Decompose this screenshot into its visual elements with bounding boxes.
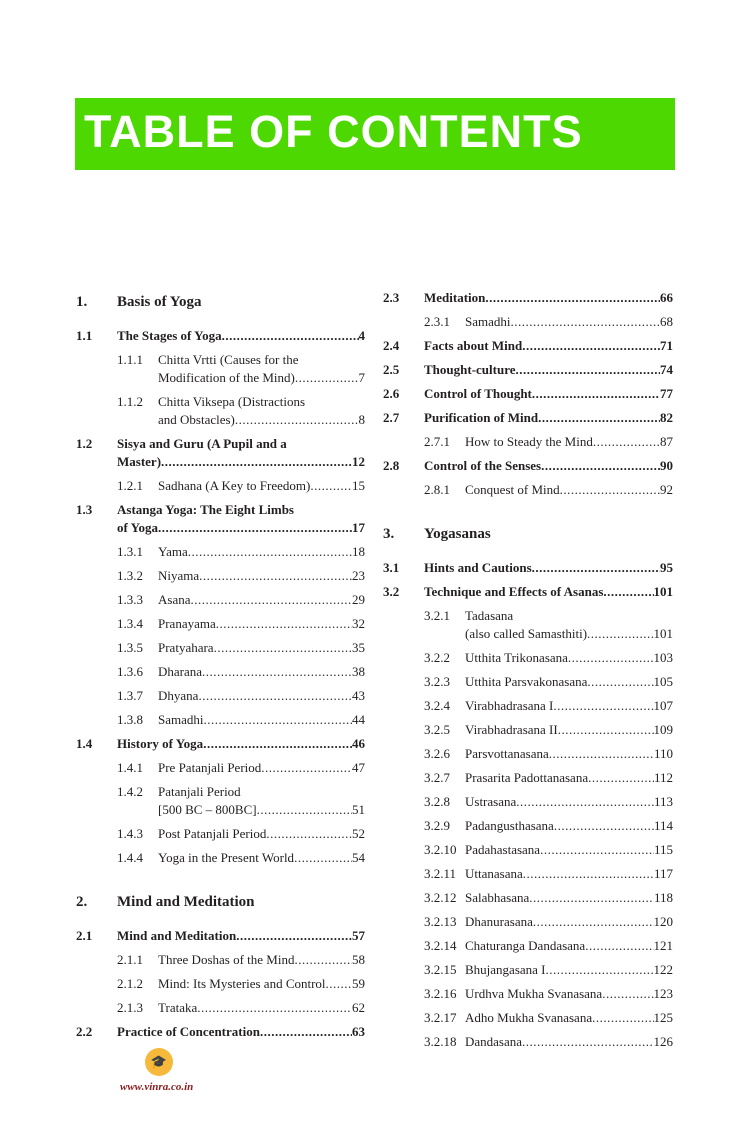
page-number: 71 — [660, 338, 673, 353]
toc-entry[interactable] — [76, 759, 365, 777]
entry-number: 2.4 — [383, 338, 400, 353]
entry-number: 2.1.2 — [117, 976, 143, 991]
dot-leader — [592, 1009, 653, 1027]
page-number: 114 — [653, 818, 673, 833]
entry-number: 3.2.15 — [424, 962, 457, 977]
toc-entry[interactable] — [76, 435, 365, 471]
entry-title: Chitta Vrtti (Causes for the — [158, 352, 299, 367]
page-number: 29 — [352, 592, 365, 607]
dot-leader — [540, 841, 654, 859]
entry-number: 3.2.2 — [424, 650, 450, 665]
toc-entry[interactable] — [76, 663, 365, 681]
dot-leader — [529, 889, 654, 907]
page-number: 7 — [358, 370, 365, 385]
page-number: 115 — [653, 842, 673, 857]
entry-number: 3.2.13 — [424, 914, 457, 929]
page-number: 15 — [352, 478, 365, 493]
entry-title: of Yoga — [117, 520, 159, 535]
dot-leader — [523, 865, 654, 883]
entry-number: 3.2.12 — [424, 890, 457, 905]
page-number: 90 — [660, 458, 673, 473]
entry-title: Virabhadrasana I — [465, 698, 554, 713]
entry-title: Pranayama — [158, 616, 216, 631]
page-number: 54 — [352, 850, 365, 865]
entry-title: Practice of Concentration — [117, 1024, 260, 1039]
dot-leader — [326, 975, 352, 993]
toc-entry[interactable] — [76, 567, 365, 585]
toc-entry[interactable] — [76, 849, 365, 867]
entry-title: Technique and Effects of Asanas — [424, 584, 604, 599]
entry-title: Yogasanas — [424, 526, 491, 542]
dot-leader — [260, 1023, 352, 1041]
toc-entry[interactable] — [383, 1009, 673, 1027]
dot-leader — [587, 673, 653, 691]
page-number: 18 — [352, 544, 365, 559]
toc-entry[interactable] — [383, 289, 673, 307]
page-number: 47 — [352, 760, 365, 775]
toc-entry[interactable] — [76, 615, 365, 633]
entry-number: 3.2.9 — [424, 818, 450, 833]
entry-title: Basis of Yoga — [117, 294, 202, 310]
entry-number: 1.2.1 — [117, 478, 143, 493]
entry-number: 3.2.10 — [424, 842, 457, 857]
entry-title: Trataka — [158, 1000, 198, 1015]
entry-title: Bhujangasana I — [465, 962, 546, 977]
page-number: 68 — [660, 314, 673, 329]
entry-title: Chaturanga Dandasana — [465, 938, 586, 953]
entry-number: 1. — [76, 294, 88, 310]
page-number: 59 — [352, 976, 365, 991]
toc-column-left — [76, 289, 365, 1047]
entry-title: Dhanurasana — [465, 914, 533, 929]
dot-leader — [257, 801, 352, 819]
entry-number: 2.7.1 — [424, 434, 450, 449]
entry-title: Hints and Cautions — [424, 560, 532, 575]
entry-number: 2.1.1 — [117, 952, 143, 967]
entry-title: Niyama — [158, 568, 200, 583]
dot-leader — [214, 639, 352, 657]
page-number: 4 — [358, 328, 365, 343]
entry-number: 1.1 — [76, 328, 93, 343]
entry-title: Three Doshas of the Mind — [158, 952, 295, 967]
entry-title: Urdhva Mukha Svanasana — [465, 986, 603, 1001]
entry-number: 1.3.1 — [117, 544, 143, 559]
toc-entry[interactable] — [383, 385, 673, 403]
toc-entry[interactable] — [76, 327, 365, 345]
toc-entry[interactable] — [383, 865, 673, 883]
entry-number: 3.2.5 — [424, 722, 450, 737]
entry-title: Master) — [117, 454, 162, 469]
entry-number: 1.1.1 — [117, 352, 143, 367]
toc-entry[interactable] — [383, 985, 673, 1003]
toc-entry[interactable] — [383, 793, 673, 811]
page-number: 44 — [352, 712, 365, 727]
dot-leader — [161, 453, 352, 471]
entry-title: Samadhi — [465, 314, 511, 329]
toc-entry[interactable] — [383, 457, 673, 475]
dot-leader — [538, 409, 660, 427]
page-number: 63 — [352, 1024, 365, 1039]
entry-title: Padangusthasana — [465, 818, 554, 833]
toc-entry[interactable] — [383, 769, 673, 787]
toc-entry[interactable] — [76, 639, 365, 657]
toc-entry[interactable] — [76, 477, 365, 495]
toc-entry[interactable] — [76, 711, 365, 729]
entry-number: 3.2.4 — [424, 698, 450, 713]
dot-leader — [202, 663, 352, 681]
entry-title: Parsvottanasana — [465, 746, 549, 761]
dot-leader — [235, 411, 359, 429]
page-number: 109 — [653, 722, 673, 737]
entry-title: Mind and Meditation — [117, 894, 255, 910]
dot-leader — [266, 825, 352, 843]
entry-number: 3.2.18 — [424, 1034, 457, 1049]
page-number: 17 — [352, 520, 365, 535]
entry-number: 1.2 — [76, 436, 93, 451]
page-number: 120 — [653, 914, 673, 929]
dot-leader — [485, 289, 660, 307]
entry-number: 2.8.1 — [424, 482, 450, 497]
dot-leader — [199, 567, 352, 585]
entry-number: 1.3.2 — [117, 568, 143, 583]
entry-title: Facts about Mind — [424, 338, 523, 353]
page-number: 110 — [653, 746, 673, 761]
dot-leader — [516, 793, 654, 811]
entry-title: Pratyahara — [158, 640, 214, 655]
entry-title: Thought-culture — [424, 362, 516, 377]
toc-entry[interactable] — [76, 975, 365, 993]
entry-title: Astanga Yoga: The Eight Limbs — [117, 502, 294, 517]
dot-leader — [553, 697, 653, 715]
entry-title: Samadhi — [158, 712, 204, 727]
entry-number: 1.4.2 — [117, 784, 143, 799]
dot-leader — [198, 687, 352, 705]
page-number: 57 — [352, 928, 365, 943]
entry-title: Control of Thought — [424, 386, 532, 401]
entry-title: Post Patanjali Period — [158, 826, 267, 841]
dot-leader — [203, 735, 352, 753]
page-number: 46 — [352, 736, 365, 751]
toc-entry[interactable] — [383, 559, 673, 577]
dot-leader — [588, 769, 654, 787]
entry-number: 1.3.3 — [117, 592, 143, 607]
toc-entry[interactable] — [76, 351, 365, 387]
dot-leader — [587, 625, 653, 643]
page-number: 121 — [653, 938, 673, 953]
entry-number: 1.1.2 — [117, 394, 143, 409]
entry-number: 1.4.3 — [117, 826, 143, 841]
graduation-cap-icon: 🎓 — [145, 1048, 173, 1076]
entry-title: Dhyana — [158, 688, 199, 703]
title-banner — [75, 98, 675, 170]
dot-leader — [216, 615, 352, 633]
entry-title: Purification of Mind — [424, 410, 539, 425]
dot-leader — [188, 543, 352, 561]
page-number: 32 — [352, 616, 365, 631]
dot-leader — [516, 361, 661, 379]
entry-title: Uttanasana — [465, 866, 523, 881]
toc-entry[interactable] — [76, 927, 365, 945]
dot-leader — [310, 477, 352, 495]
page-number: 101 — [653, 584, 673, 599]
dot-leader — [546, 961, 654, 979]
toc-entry[interactable] — [383, 607, 673, 643]
toc-entry[interactable] — [383, 649, 673, 667]
toc-entry[interactable] — [383, 841, 673, 859]
entry-title: Yama — [158, 544, 188, 559]
entry-title: Dharana — [158, 664, 203, 679]
dot-leader — [191, 591, 353, 609]
entry-title: Meditation — [424, 290, 486, 305]
entry-number: 2.2 — [76, 1024, 93, 1039]
toc-entry[interactable] — [383, 1033, 673, 1051]
entry-number: 1.4.4 — [117, 850, 143, 865]
toc-entry[interactable] — [383, 361, 673, 379]
entry-number: 3.2.6 — [424, 746, 450, 761]
entry-number: 3.2.11 — [424, 866, 457, 881]
page-number: 126 — [653, 1034, 673, 1049]
toc-entry[interactable] — [383, 889, 673, 907]
toc-entry[interactable] — [76, 999, 365, 1017]
entry-title: Mind and Meditation — [117, 928, 237, 943]
entry-title: Tadasana — [465, 608, 514, 623]
entry-title: How to Steady the Mind — [465, 434, 593, 449]
entry-title: (also called Samasthiti) — [465, 626, 588, 641]
toc-entry[interactable] — [383, 697, 673, 715]
entry-title: Patanjali Period — [158, 784, 241, 799]
entry-number: 1.3 — [76, 502, 93, 517]
dot-leader — [560, 481, 660, 499]
entry-number: 1.3.6 — [117, 664, 143, 679]
toc-entry[interactable] — [76, 501, 365, 537]
toc-entry[interactable] — [383, 721, 673, 739]
page-number: 101 — [653, 626, 673, 641]
dot-leader — [558, 721, 654, 739]
entry-title: Utthita Parsvakonasana — [465, 674, 588, 689]
dot-leader — [222, 327, 359, 345]
entry-title: Adho Mukha Svanasana — [465, 1010, 593, 1025]
entry-title: Chitta Viksepa (Distractions — [158, 394, 306, 409]
dot-leader — [294, 951, 352, 969]
entry-number: 3.1 — [383, 560, 400, 575]
entry-title: Utthita Trikonasana — [465, 650, 568, 665]
page-number: 12 — [352, 454, 365, 469]
dot-leader — [236, 927, 352, 945]
page-number: 58 — [352, 952, 365, 967]
entry-title: Padahastasana — [465, 842, 541, 857]
dot-leader — [603, 583, 653, 601]
entry-number: 3.2.14 — [424, 938, 457, 953]
website-link[interactable]: www.vinra.co.in — [120, 1081, 194, 1093]
entry-number: 2.1 — [76, 928, 93, 943]
page-number: 118 — [653, 890, 673, 905]
entry-title: Prasarita Padottanasana — [465, 770, 589, 785]
page-number: 62 — [352, 1000, 365, 1015]
page-number: 117 — [653, 866, 673, 881]
page-number: 122 — [653, 962, 673, 977]
page-number: 92 — [660, 482, 673, 497]
entry-title: History of Yoga — [117, 736, 204, 751]
toc-entry[interactable] — [383, 481, 673, 499]
toc-entry[interactable] — [383, 583, 673, 601]
page-number: 51 — [352, 802, 365, 817]
entry-number: 3.2.16 — [424, 986, 457, 1001]
toc-entry[interactable] — [383, 433, 673, 451]
entry-number: 1.3.8 — [117, 712, 143, 727]
dot-leader — [197, 999, 352, 1017]
entry-number: 1.3.4 — [117, 616, 143, 631]
dot-leader — [204, 711, 353, 729]
toc-entry[interactable] — [383, 313, 673, 331]
toc-chapter[interactable] — [76, 893, 365, 911]
entry-number: 2.3 — [383, 290, 400, 305]
page-number: 35 — [352, 640, 365, 655]
page-number: 95 — [660, 560, 673, 575]
entry-number: 2.7 — [383, 410, 400, 425]
toc-entry[interactable] — [76, 591, 365, 609]
dot-leader — [295, 369, 359, 387]
page-number: 77 — [660, 386, 673, 401]
dot-leader — [554, 817, 654, 835]
entry-number: 2.3.1 — [424, 314, 450, 329]
dot-leader — [532, 385, 660, 403]
toc-entry[interactable] — [76, 687, 365, 705]
page-number: 8 — [358, 412, 365, 427]
toc-entry[interactable] — [383, 337, 673, 355]
entry-title: The Stages of Yoga — [117, 328, 222, 343]
entry-number: 2.1.3 — [117, 1000, 143, 1015]
page-number: 87 — [660, 434, 673, 449]
toc-entry[interactable] — [383, 961, 673, 979]
entry-number: 1.4 — [76, 736, 93, 751]
toc-entry[interactable] — [383, 913, 673, 931]
entry-title: Pre Patanjali Period — [158, 760, 262, 775]
entry-title: Sadhana (A Key to Freedom) — [158, 478, 311, 493]
entry-title: Ustrasana — [465, 794, 517, 809]
entry-number: 3. — [383, 526, 395, 542]
dot-leader — [158, 519, 352, 537]
toc-entry[interactable] — [76, 735, 365, 753]
page-number: 113 — [653, 794, 673, 809]
page-number: 52 — [352, 826, 365, 841]
toc-chapter[interactable] — [383, 525, 673, 543]
entry-title: [500 BC – 800BC] — [158, 802, 257, 817]
entry-number: 3.2.17 — [424, 1010, 457, 1025]
toc-entry[interactable] — [76, 951, 365, 969]
dot-leader — [533, 913, 654, 931]
page-number: 125 — [653, 1010, 673, 1025]
entry-number: 2.6 — [383, 386, 400, 401]
toc-entry[interactable] — [383, 937, 673, 955]
page-number: 105 — [653, 674, 673, 689]
entry-number: 1.3.7 — [117, 688, 143, 703]
entry-title: Control of the Senses — [424, 458, 542, 473]
toc-entry[interactable] — [76, 543, 365, 561]
dot-leader — [593, 433, 660, 451]
entry-number: 1.4.1 — [117, 760, 143, 775]
entry-title: Conquest of Mind — [465, 482, 560, 497]
toc-chapter[interactable] — [76, 293, 365, 311]
toc-entry[interactable] — [383, 409, 673, 427]
entry-title: Salabhasana — [465, 890, 530, 905]
toc-entry[interactable] — [76, 1023, 365, 1041]
page-number: 112 — [653, 770, 673, 785]
toc-entry[interactable] — [383, 745, 673, 763]
entry-title: and Obstacles) — [158, 412, 235, 427]
dot-leader — [511, 313, 661, 331]
entry-number: 3.2.7 — [424, 770, 450, 785]
dot-leader — [522, 337, 660, 355]
toc-entry[interactable] — [76, 825, 365, 843]
dot-leader — [568, 649, 654, 667]
entry-title: Asana — [158, 592, 191, 607]
page-number: 107 — [653, 698, 673, 713]
dot-leader — [549, 745, 654, 763]
page-number: 103 — [653, 650, 673, 665]
entry-title: Modification of the Mind) — [158, 370, 295, 385]
page-number: 43 — [352, 688, 365, 703]
page-number: 38 — [352, 664, 365, 679]
dot-leader — [541, 457, 660, 475]
page-number: 74 — [660, 362, 673, 377]
entry-number: 3.2.3 — [424, 674, 450, 689]
toc-entry[interactable] — [383, 673, 673, 691]
toc-column-right — [383, 289, 673, 1057]
dot-leader — [261, 759, 352, 777]
entry-title: Yoga in the Present World — [158, 850, 295, 865]
toc-entry[interactable] — [383, 817, 673, 835]
entry-number: 1.3.5 — [117, 640, 143, 655]
page-number: 82 — [660, 410, 673, 425]
entry-number: 3.2 — [383, 584, 400, 599]
entry-number: 2.5 — [383, 362, 400, 377]
page-number: 123 — [653, 986, 673, 1001]
page-number: 66 — [660, 290, 673, 305]
entry-title: Sisya and Guru (A Pupil and a — [117, 436, 287, 451]
dot-leader — [522, 1033, 653, 1051]
entry-title: Virabhadrasana II — [465, 722, 558, 737]
entry-number: 2.8 — [383, 458, 400, 473]
toc-entry[interactable] — [76, 783, 365, 819]
dot-leader — [602, 985, 653, 1003]
entry-title: Dandasana — [465, 1034, 523, 1049]
toc-entry[interactable] — [76, 393, 365, 429]
entry-title: Mind: Its Mysteries and Control — [158, 976, 326, 991]
page-title: TABLE OF CONTENTS — [84, 106, 583, 157]
dot-leader — [585, 937, 653, 955]
dot-leader — [294, 849, 352, 867]
entry-number: 2. — [76, 894, 88, 910]
entry-number: 3.2.8 — [424, 794, 450, 809]
page-number: 23 — [352, 568, 365, 583]
entry-number: 3.2.1 — [424, 608, 450, 623]
dot-leader — [532, 559, 660, 577]
